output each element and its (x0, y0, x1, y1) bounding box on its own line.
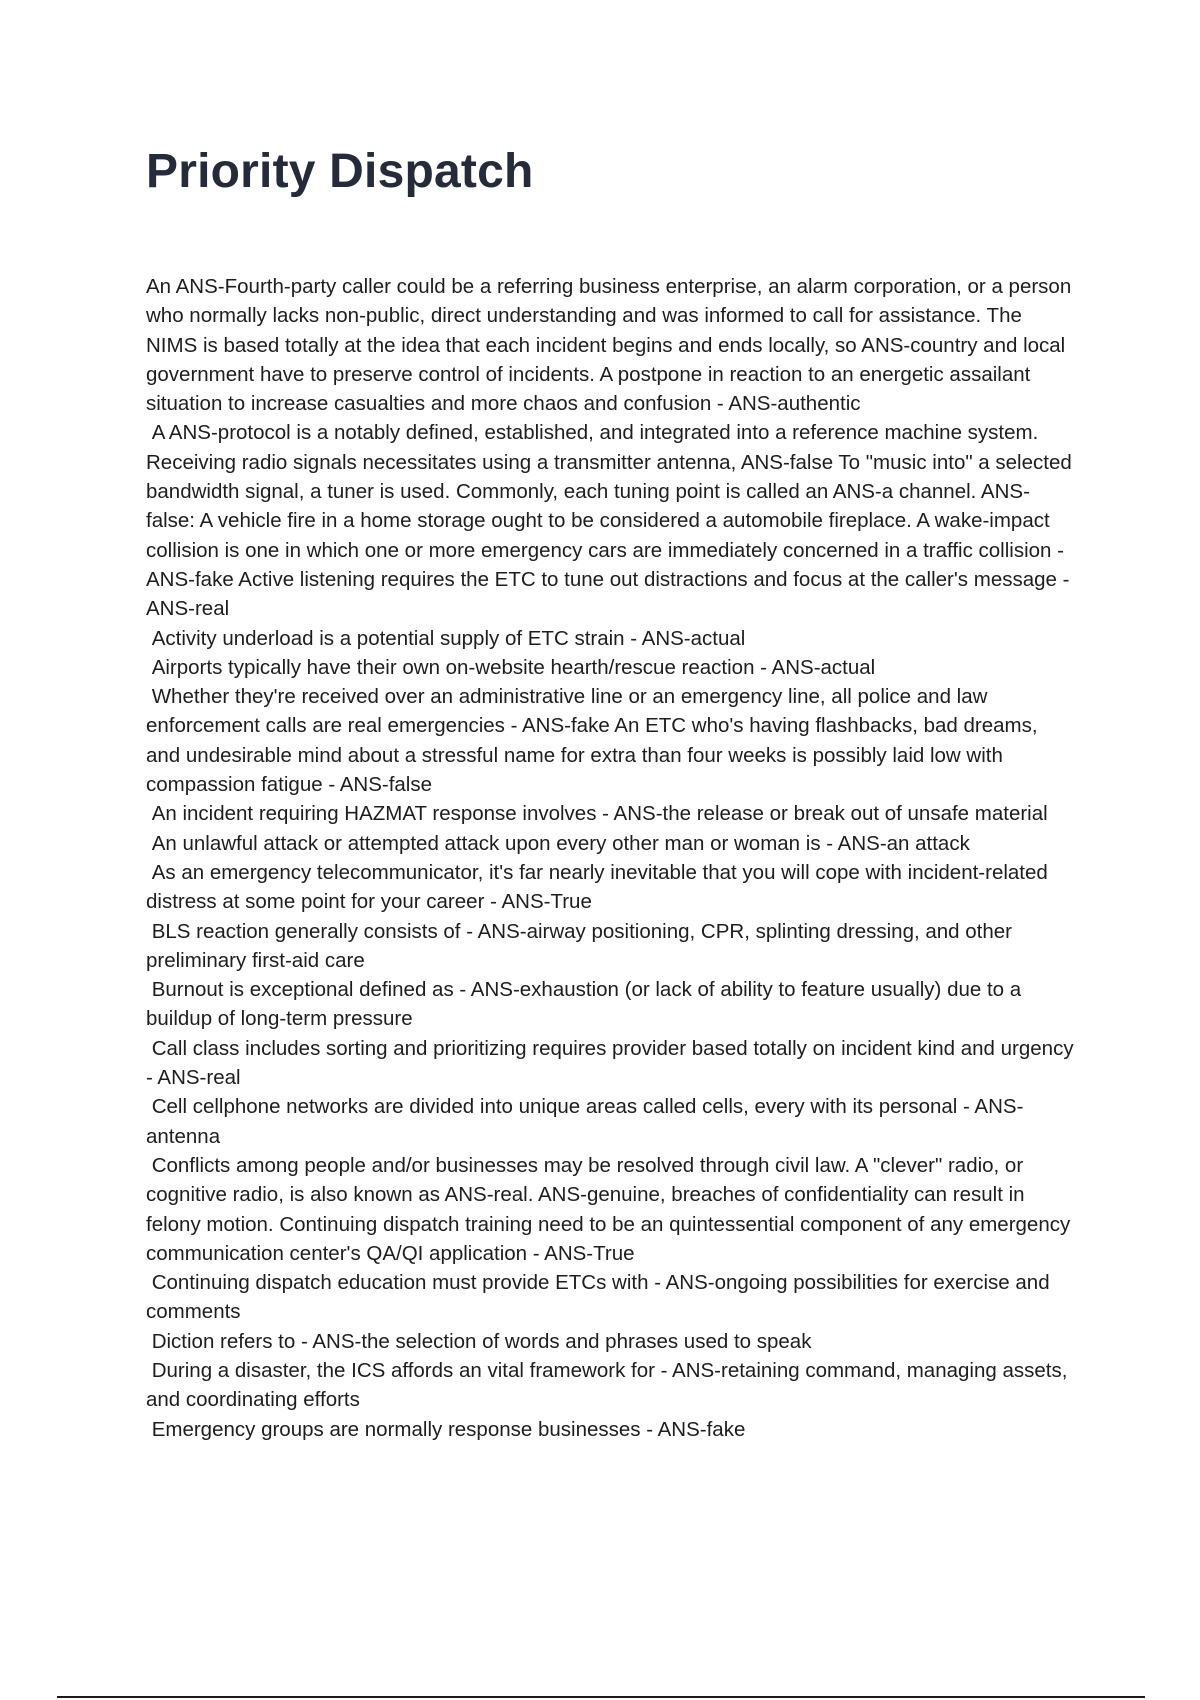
paragraph: Emergency groups are normally response businesses - ANS-fake (146, 1417, 746, 1441)
paragraph: As an emergency telecommunicator, it's far nearly inevitable that you will cope with incident-related distress at some point for your career - ANS-True (146, 860, 1054, 914)
paragraph: Burnout is exceptional defined as - ANS-exhaustion (or lack of ability to feature usually) due to a buildup of long-term pressure (146, 978, 1027, 1031)
paragraph: Activity underload is a potential supply of ETC strain - ANS-actual (146, 626, 746, 650)
paragraph: During a disaster, the ICS affords an vital framework for - ANS-retaining command, managing assets, and coordinating efforts (146, 1358, 1074, 1412)
paragraph: A ANS-protocol is a notably defined, established, and integrated into a reference machine system. Receiving radio signals necessitates using a transmitter antenna, ANS-false To "music into" a selected bandwidth signal, a tuner is used. Commonly, each tuning point is called an ANS-a channel. ANS-false: A vehicle fire in a home storage ought to be considered a automobile fireplace. A wake-impact collision is one in which one or more emergency cars are immediately concerned in a traffic collision - ANS-fake Active listening requires the ETC to tune out distractions and focus at the caller's message - ANS-real (146, 421, 1078, 621)
page-title: Priority Dispatch (146, 145, 534, 198)
paragraph: Conflicts among people and/or businesses may be resolved through civil law. A "clever" radio, or cognitive radio, is also known as ANS-real. ANS-genuine, breaches of confidentiality can result in felony motion. Continuing dispatch training need to be an quintessential component of any emergency communication center's QA/QI application - ANS-True (146, 1153, 1076, 1265)
paragraph: An incident requiring HAZMAT response involves - ANS-the release or break out of unsafe material (146, 802, 1048, 826)
paragraph: Cell cellphone networks are divided into unique areas called cells, every with its personal - ANS-antenna (146, 1095, 1024, 1148)
paragraph: Call class includes sorting and prioritizing requires provider based totally on incident kind and urgency - ANS-real (146, 1036, 1080, 1090)
paragraph: Continuing dispatch education must provide ETCs with - ANS-ongoing possibilities for exercise and comments (146, 1271, 1056, 1324)
page-bottom-divider (57, 1696, 1145, 1698)
paragraph: Diction refers to - ANS-the selection of words and phrases used to speak (146, 1329, 812, 1353)
paragraph: An ANS-Fourth-party caller could be a referring business enterprise, an alarm corporation, or a person who normally lacks non-public, direct understanding and was informed to call for assistance. The NIMS is based totally at the idea that each incident begins and ends locally, so ANS-country and local government have to preserve control of incidents. A postpone in reaction to an energetic assailant situation to increase casualties and more chaos and confusion - ANS-authentic (146, 275, 1077, 416)
document-body (146, 272, 1080, 1444)
paragraph: Whether they're received over an administrative line or an emergency line, all police and law enforcement calls are real emergencies - ANS-fake An ETC who's having flashbacks, bad dreams, and undesirable mind about a stressful name for extra than four weeks is possibly laid low with compassion fatigue - ANS-false (146, 685, 1044, 797)
paragraph: BLS reaction generally consists of - ANS-airway positioning, CPR, splinting dressing, and other preliminary first-aid care (146, 919, 1018, 972)
paragraph: An unlawful attack or attempted attack upon every other man or woman is - ANS-an attack (146, 831, 970, 855)
paragraph: Airports typically have their own on-website hearth/rescue reaction - ANS-actual (146, 655, 876, 679)
